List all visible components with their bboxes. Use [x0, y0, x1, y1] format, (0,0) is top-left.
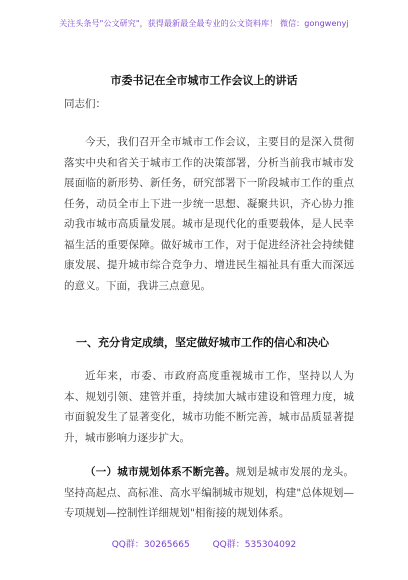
subsection-text: 规划是城市发展的龙头。坚持高起点、高标准、高水平编制城市规划，构建"总体规划—专项规划—控制性详细规划"相衔接的规划体系。: [64, 466, 355, 519]
qq-group-2: QQ群：535304092: [212, 540, 297, 550]
footer: [0, 537, 408, 550]
intro-paragraph: 今天，我们召开全市城市工作会议，主要目的是深入贯彻落实中央和省关于城市工作的决策部署，分析当前我市城市发展面临的新形势、新任务，研究部署下一阶段城市工作的重点任务，动员全市上下进一步统一思想、凝聚共识，齐心协力推动我市城市高质量发展。城市是现代化的重要载体，是人民幸福生活的重要保障。做好城市工作，对于促进经济社会持续健康发展、提升城市综合竞争力、增进民生福祉具有重大而深远的意义。下面，我讲三点意见。: [64, 136, 354, 292]
header-notice: 关注头条号"公文研究"，获得最新最全最专业的公文资料库！ 微信：gongwenyj: [59, 19, 349, 28]
section-heading: 一、充分肯定成绩，坚定做好城市工作的信心和决心: [76, 336, 329, 349]
subsection-paragraph: [64, 462, 354, 524]
document-title: 市委书记在全市城市工作会议上的讲话: [110, 74, 298, 87]
subsection-title: （一）城市规划体系不断完善。: [85, 466, 236, 478]
section-paragraph: 近年来，市委、市政府高度重视城市工作，坚持以人为本、规划引领、建管并重，持续加大城市建设和管理力度，城市面貌发生了显著变化，城市功能不断完善，城市品质显著提升，城市影响力逐步扩大。: [64, 370, 354, 444]
qq-group-1: QQ群：30265665: [111, 540, 190, 550]
salutation: 同志们：: [64, 98, 106, 110]
